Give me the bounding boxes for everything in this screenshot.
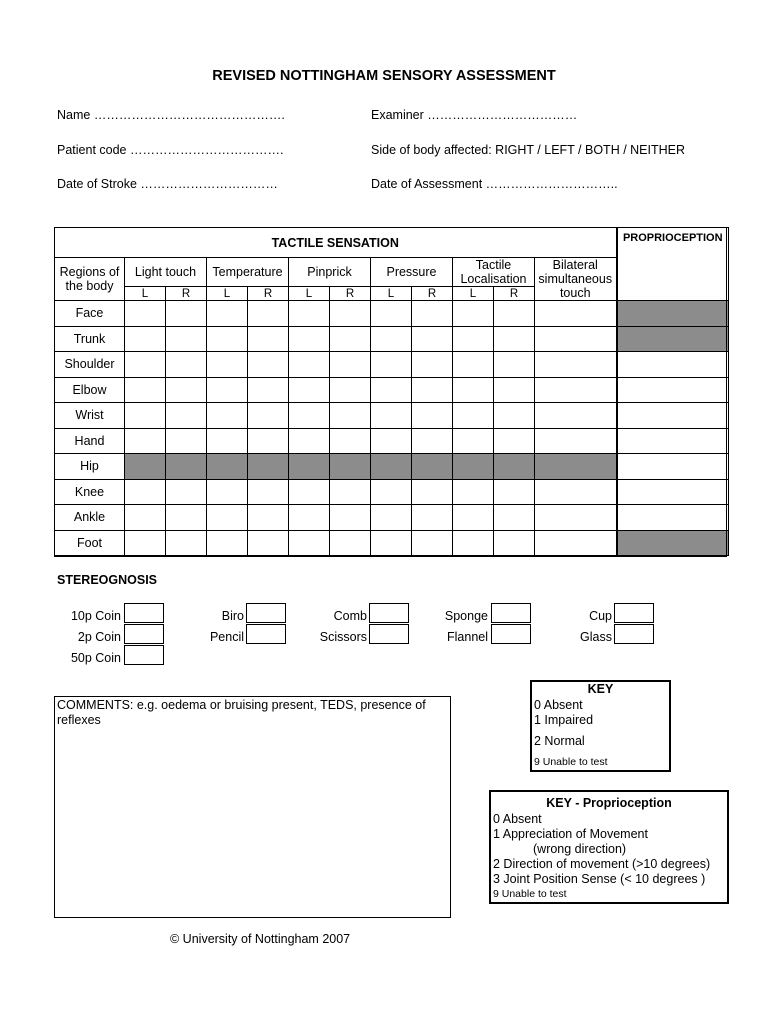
score-cell[interactable] — [330, 403, 371, 429]
table-row — [55, 505, 729, 531]
proprioception-header: PROPRIOCEPTION — [617, 228, 729, 301]
score-cell[interactable] — [207, 479, 248, 505]
score-cell[interactable] — [494, 530, 535, 556]
score-cell[interactable] — [289, 403, 330, 429]
score-cell[interactable] — [207, 326, 248, 352]
score-cell[interactable] — [535, 352, 617, 378]
left-subheader: L — [125, 287, 166, 301]
score-cell[interactable] — [412, 530, 453, 556]
score-cell[interactable] — [125, 352, 166, 378]
score-cell[interactable] — [248, 352, 289, 378]
copyright-footer: © University of Nottingham 2007 — [170, 932, 351, 946]
stereo-box-glass[interactable] — [614, 624, 654, 644]
key-proprioception-item: 9 Unable to test — [493, 888, 567, 900]
score-cell[interactable] — [371, 479, 412, 505]
right-subheader: R — [494, 287, 535, 301]
stereo-label: Flannel — [447, 630, 488, 644]
region-label: Foot — [55, 530, 125, 556]
score-cell[interactable] — [453, 301, 494, 327]
stereo-label: 10p Coin — [70, 609, 121, 623]
score-cell[interactable] — [412, 403, 453, 429]
score-cell[interactable] — [166, 505, 207, 531]
key-box — [530, 680, 671, 772]
regions-header: Regions of the body — [55, 258, 125, 301]
right-subheader: R — [166, 287, 207, 301]
region-label: Hip — [55, 454, 125, 480]
score-cell[interactable] — [125, 301, 166, 327]
page-title: REVISED NOTTINGHAM SENSORY ASSESSMENT — [212, 68, 556, 84]
table-row — [55, 530, 729, 556]
stereo-label: Pencil — [209, 630, 244, 644]
score-cell[interactable] — [412, 326, 453, 352]
table-row — [55, 403, 729, 429]
score-cell[interactable] — [289, 377, 330, 403]
score-cell[interactable] — [371, 301, 412, 327]
stereo-box-pencil[interactable] — [246, 624, 286, 644]
score-cell[interactable] — [248, 479, 289, 505]
score-cell[interactable] — [166, 352, 207, 378]
stereo-label: Sponge — [444, 609, 488, 623]
side-affected-field[interactable]: Side of body affected: RIGHT / LEFT / BOTH / NEITHER — [371, 143, 686, 157]
date-of-stroke-field[interactable]: Date of Stroke …………………………… — [57, 177, 278, 191]
region-label: Trunk — [55, 326, 125, 352]
score-cell[interactable] — [125, 403, 166, 429]
score-cell — [453, 454, 494, 480]
score-cell[interactable] — [125, 428, 166, 454]
score-cell[interactable] — [125, 377, 166, 403]
region-label: Face — [55, 301, 125, 327]
key-proprioception-item: 2 Direction of movement (>10 degrees) — [493, 857, 711, 871]
key-proprioception-item: (wrong direction) — [533, 842, 627, 856]
score-cell[interactable] — [412, 428, 453, 454]
table-row — [55, 301, 729, 327]
score-cell — [494, 454, 535, 480]
table-row — [55, 326, 729, 352]
score-cell[interactable] — [494, 301, 535, 327]
stereo-label: Comb — [333, 609, 367, 623]
score-cell[interactable] — [494, 326, 535, 352]
score-cell[interactable] — [535, 403, 617, 429]
score-cell[interactable] — [371, 530, 412, 556]
left-subheader: L — [207, 287, 248, 301]
score-cell[interactable] — [248, 403, 289, 429]
score-cell[interactable] — [330, 326, 371, 352]
score-cell[interactable] — [289, 326, 330, 352]
score-cell[interactable] — [330, 352, 371, 378]
stereo-label: Glass — [580, 630, 612, 644]
stereo-label: Scissors — [319, 630, 367, 644]
score-cell[interactable] — [289, 530, 330, 556]
score-cell[interactable] — [453, 428, 494, 454]
score-cell[interactable] — [166, 428, 207, 454]
score-cell — [166, 454, 207, 480]
score-cell[interactable] — [371, 505, 412, 531]
proprioception-cell[interactable] — [617, 479, 729, 505]
score-cell[interactable] — [289, 352, 330, 378]
score-cell[interactable] — [125, 326, 166, 352]
tactile-sensation-header: TACTILE SENSATION — [55, 228, 617, 258]
score-cell[interactable] — [166, 301, 207, 327]
score-cell[interactable] — [535, 530, 617, 556]
score-cell[interactable] — [248, 428, 289, 454]
light-touch-header: Light touch — [125, 258, 207, 287]
score-cell[interactable] — [371, 326, 412, 352]
proprioception-cell[interactable] — [617, 505, 729, 531]
score-cell[interactable] — [166, 403, 207, 429]
stereo-box-comb[interactable] — [369, 603, 409, 623]
score-cell[interactable] — [166, 377, 207, 403]
key-item: 9 Unable to test — [534, 756, 608, 768]
score-cell[interactable] — [330, 428, 371, 454]
score-cell[interactable] — [371, 428, 412, 454]
temperature-header: Temperature — [207, 258, 289, 287]
score-cell — [248, 454, 289, 480]
score-cell[interactable] — [125, 505, 166, 531]
stereognosis-title: STEREOGNOSIS — [57, 573, 158, 587]
proprioception-cell[interactable] — [617, 352, 729, 378]
score-cell[interactable] — [207, 377, 248, 403]
stereo-box-10p-coin[interactable] — [124, 603, 164, 623]
score-cell[interactable] — [453, 403, 494, 429]
score-cell[interactable] — [125, 479, 166, 505]
score-cell[interactable] — [371, 403, 412, 429]
score-cell[interactable] — [412, 352, 453, 378]
score-cell[interactable] — [453, 505, 494, 531]
score-cell[interactable] — [412, 377, 453, 403]
left-subheader: L — [371, 287, 412, 301]
score-cell[interactable] — [453, 377, 494, 403]
region-label: Knee — [55, 479, 125, 505]
proprioception-cell[interactable] — [617, 403, 729, 429]
proprioception-cell — [617, 301, 729, 327]
score-cell — [207, 454, 248, 480]
score-cell[interactable] — [535, 377, 617, 403]
examiner-field[interactable]: Examiner ……………………………… — [371, 108, 578, 122]
score-cell — [125, 454, 166, 480]
region-label: Shoulder — [55, 352, 125, 378]
stereo-box-50p-coin[interactable] — [124, 645, 164, 665]
score-cell[interactable] — [453, 479, 494, 505]
score-cell[interactable] — [535, 326, 617, 352]
key-proprioception-item: 1 Appreciation of Movement — [493, 827, 648, 841]
pinprick-header: Pinprick — [289, 258, 371, 287]
left-subheader: L — [453, 287, 494, 301]
stereo-label: 2p Coin — [77, 630, 121, 644]
score-cell[interactable] — [330, 479, 371, 505]
right-subheader: R — [248, 287, 289, 301]
table-row — [55, 428, 729, 454]
score-cell — [412, 454, 453, 480]
stereo-box-2p-coin[interactable] — [124, 624, 164, 644]
score-cell[interactable] — [412, 479, 453, 505]
score-cell[interactable] — [330, 301, 371, 327]
region-label: Elbow — [55, 377, 125, 403]
score-cell[interactable] — [535, 505, 617, 531]
score-cell[interactable] — [494, 505, 535, 531]
score-cell[interactable] — [494, 479, 535, 505]
stereo-box-sponge[interactable] — [491, 603, 531, 623]
table-row — [55, 454, 729, 480]
score-cell[interactable] — [412, 301, 453, 327]
table-row — [55, 479, 729, 505]
score-cell[interactable] — [535, 479, 617, 505]
score-cell[interactable] — [289, 505, 330, 531]
score-cell[interactable] — [207, 403, 248, 429]
region-label: Ankle — [55, 505, 125, 531]
right-subheader: R — [330, 287, 371, 301]
score-cell[interactable] — [207, 530, 248, 556]
score-cell[interactable] — [289, 428, 330, 454]
score-cell[interactable] — [207, 505, 248, 531]
score-cell — [535, 454, 617, 480]
proprioception-cell[interactable] — [617, 377, 729, 403]
key-item: 2 Normal — [534, 734, 585, 748]
stereo-box-biro[interactable] — [246, 603, 286, 623]
stereo-label: Cup — [589, 609, 612, 623]
score-cell[interactable] — [453, 530, 494, 556]
score-cell[interactable] — [289, 301, 330, 327]
stereo-label: 50p Coin — [70, 651, 121, 665]
score-cell[interactable] — [248, 301, 289, 327]
score-cell[interactable] — [494, 377, 535, 403]
table-row — [55, 352, 729, 378]
score-cell[interactable] — [453, 352, 494, 378]
score-cell[interactable] — [494, 428, 535, 454]
score-cell[interactable] — [289, 479, 330, 505]
score-cell[interactable] — [453, 326, 494, 352]
score-cell[interactable] — [371, 377, 412, 403]
key-proprioception-title: KEY - Proprioception — [546, 796, 672, 810]
score-cell[interactable] — [207, 301, 248, 327]
score-cell[interactable] — [371, 352, 412, 378]
pressure-header: Pressure — [371, 258, 453, 287]
score-cell[interactable] — [494, 403, 535, 429]
score-cell[interactable] — [248, 326, 289, 352]
date-of-assessment-field[interactable]: Date of Assessment ………………………….. — [371, 177, 618, 191]
score-cell[interactable] — [166, 530, 207, 556]
bilateral-header: Bilateral simultaneous touch — [535, 258, 617, 301]
region-label: Wrist — [55, 403, 125, 429]
score-cell[interactable] — [494, 352, 535, 378]
score-cell — [289, 454, 330, 480]
score-cell[interactable] — [125, 530, 166, 556]
stereo-box-flannel[interactable] — [491, 624, 531, 644]
score-cell — [330, 454, 371, 480]
tactile-localisation-header: Tactile Localisation — [453, 258, 535, 287]
right-subheader: R — [412, 287, 453, 301]
name-field[interactable]: Name ………………………………………. — [57, 108, 285, 122]
proprioception-cell — [617, 326, 729, 352]
score-cell[interactable] — [412, 505, 453, 531]
score-cell[interactable] — [248, 377, 289, 403]
key-proprioception-item: 3 Joint Position Sense (< 10 degrees ) — [493, 872, 706, 886]
score-cell[interactable] — [248, 505, 289, 531]
proprioception-cell[interactable] — [617, 428, 729, 454]
score-cell[interactable] — [330, 377, 371, 403]
score-cell[interactable] — [207, 428, 248, 454]
score-cell[interactable] — [248, 530, 289, 556]
score-cell[interactable] — [535, 428, 617, 454]
score-cell — [371, 454, 412, 480]
table-row — [55, 377, 729, 403]
left-subheader: L — [289, 287, 330, 301]
key-title: KEY — [587, 682, 614, 696]
key-item: 0 Absent — [534, 698, 583, 712]
score-cell[interactable] — [535, 301, 617, 327]
proprioception-cell — [617, 530, 729, 556]
region-label: Hand — [55, 428, 125, 454]
sensory-assessment-table — [54, 227, 729, 556]
key-proprioception-item: 0 Absent — [493, 812, 542, 826]
score-cell[interactable] — [166, 326, 207, 352]
score-cell[interactable] — [330, 530, 371, 556]
comments-box[interactable]: COMMENTS: e.g. oedema or bruising present, TEDS, presence of reflexes — [54, 696, 451, 918]
score-cell[interactable] — [330, 505, 371, 531]
stereo-label: Biro — [221, 609, 244, 623]
score-cell[interactable] — [166, 479, 207, 505]
proprioception-cell[interactable] — [617, 454, 729, 480]
stereo-box-cup[interactable] — [614, 603, 654, 623]
patient-code-field[interactable]: Patient code ………………………………. — [57, 143, 284, 157]
key-proprioception-box — [489, 790, 729, 904]
stereo-box-scissors[interactable] — [369, 624, 409, 644]
key-item: 1 Impaired — [534, 713, 594, 727]
score-cell[interactable] — [207, 352, 248, 378]
